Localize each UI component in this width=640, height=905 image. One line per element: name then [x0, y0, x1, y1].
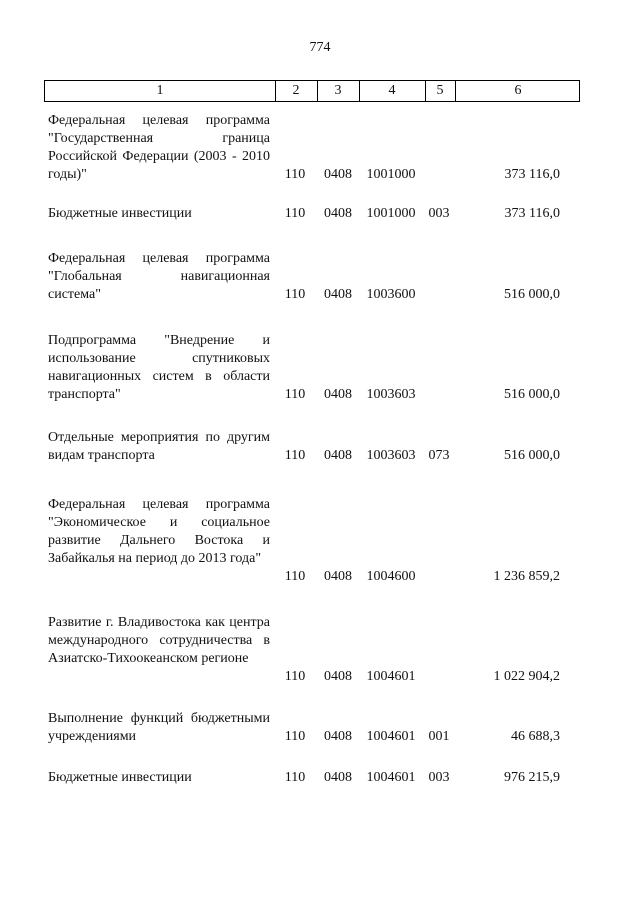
row-section: 0408 [324, 206, 352, 221]
row-code: 110 [284, 287, 306, 302]
row-section: 0408 [324, 729, 352, 744]
row-description: Бюджетные инвестиции [48, 770, 192, 785]
row-description: Федеральная целевая программа "Глобальная навигационная система" [48, 251, 270, 302]
header-col-3: 3 [334, 83, 342, 98]
row-section: 0408 [324, 167, 352, 182]
row-description: Отдельные мероприятия по другим видам транспорта [48, 430, 270, 463]
row-description: Подпрограмма "Внедрение и использование спутниковых навигационных систем в области транспорта" [48, 333, 270, 402]
row-code: 110 [284, 206, 306, 221]
row-code: 110 [284, 669, 306, 684]
row-target: 1004601 [366, 669, 416, 684]
page-number: 774 [309, 40, 331, 55]
row-type: 003 [428, 770, 450, 785]
row-target: 1001000 [366, 206, 416, 221]
row-amount: 516 000,0 [504, 448, 560, 463]
row-target: 1004601 [366, 770, 416, 785]
row-section: 0408 [324, 569, 352, 584]
row-code: 110 [284, 729, 306, 744]
row-section: 0408 [324, 448, 352, 463]
row-description: Выполнение функций бюджетными учреждениями [48, 711, 270, 744]
row-code: 110 [284, 387, 306, 402]
header-col-4: 4 [388, 83, 396, 98]
row-amount: 516 000,0 [504, 287, 560, 302]
row-section: 0408 [324, 770, 352, 785]
row-target: 1003603 [366, 387, 416, 402]
row-target: 1001000 [366, 167, 416, 182]
header-col-2: 2 [292, 83, 300, 98]
row-section: 0408 [324, 287, 352, 302]
header-col-1: 1 [156, 83, 164, 98]
row-amount: 373 116,0 [504, 167, 560, 182]
header-col-6: 6 [514, 83, 522, 98]
row-section: 0408 [324, 669, 352, 684]
row-code: 110 [284, 167, 306, 182]
row-code: 110 [284, 569, 306, 584]
row-amount: 1 022 904,2 [493, 669, 560, 684]
row-amount: 1 236 859,2 [493, 569, 560, 584]
row-type: 001 [428, 729, 450, 744]
row-target: 1004600 [366, 569, 416, 584]
row-description: Федеральная целевая программа "Экономическое и социальное развитие Дальнего Востока и Забайкалья на период до 2013 года" [48, 497, 270, 566]
row-description: Федеральная целевая программа "Государственная граница Российской Федерации (2003 - 2010 годы)" [48, 113, 270, 182]
table-header [44, 80, 580, 102]
row-description: Бюджетные инвестиции [48, 206, 192, 221]
row-target: 1003603 [366, 448, 416, 463]
row-type: 073 [428, 448, 450, 463]
row-type: 003 [428, 206, 450, 221]
row-section: 0408 [324, 387, 352, 402]
row-description: Развитие г. Владивостока как центра международного сотрудничества в Азиатско-Тихоокеанском регионе [48, 615, 270, 666]
row-target: 1003600 [366, 287, 416, 302]
row-amount: 976 215,9 [504, 770, 560, 785]
header-col-5: 5 [436, 83, 444, 98]
row-code: 110 [284, 770, 306, 785]
row-amount: 46 688,3 [511, 729, 560, 744]
row-amount: 516 000,0 [504, 387, 560, 402]
row-code: 110 [284, 448, 306, 463]
row-target: 1004601 [366, 729, 416, 744]
row-amount: 373 116,0 [504, 206, 560, 221]
